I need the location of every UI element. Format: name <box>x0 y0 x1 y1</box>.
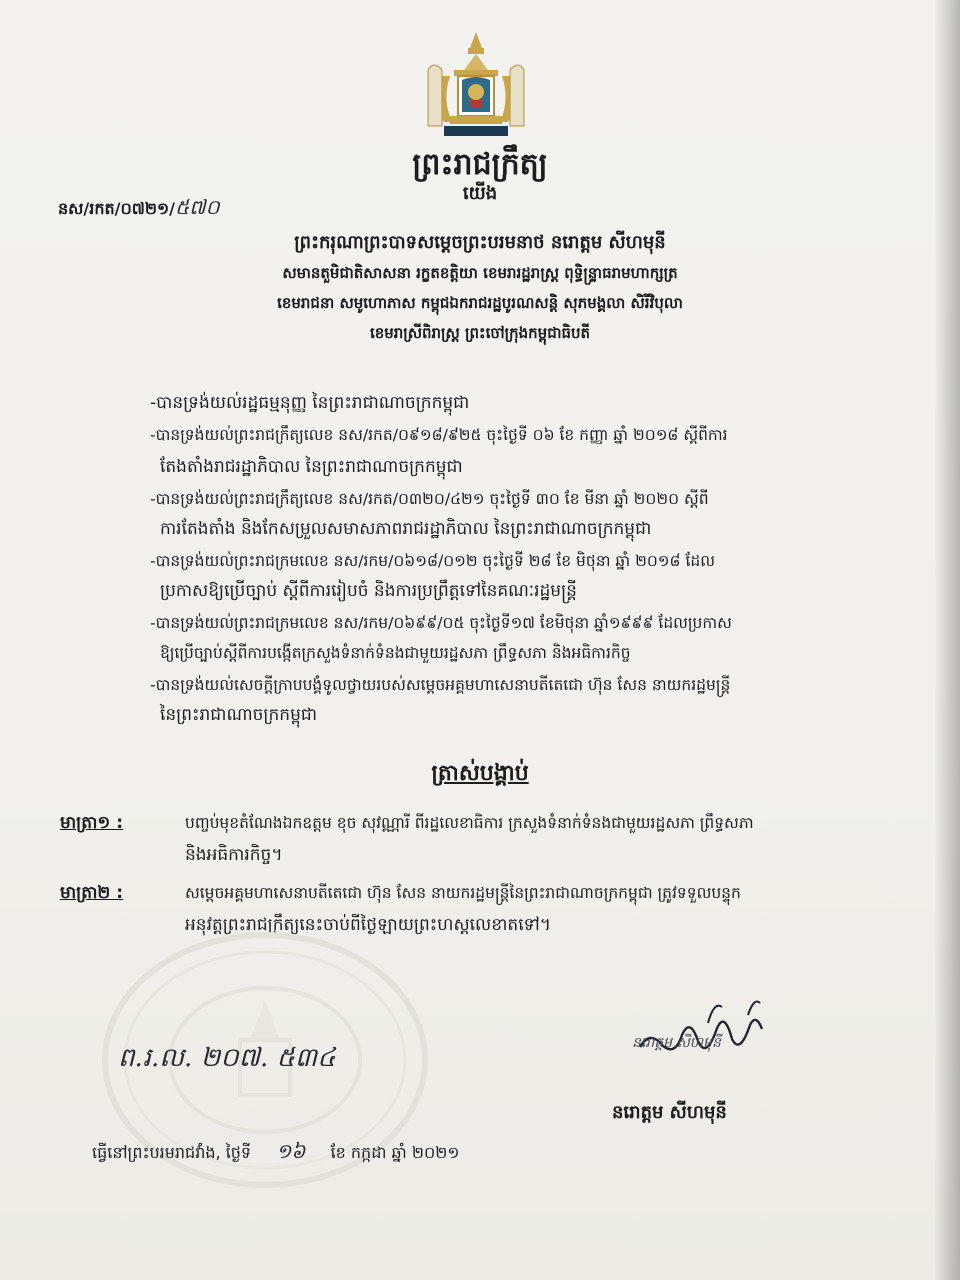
reference-number-handwritten: ៥៧០ <box>174 195 220 219</box>
decree-heading: ត្រាស់បង្គាប់ <box>431 761 529 786</box>
article-text-line: និងអធិការកិច្ច។ <box>185 845 283 865</box>
place-date <box>92 1140 460 1164</box>
registry-note: ព.រ.ល. ២០៧. ៥៣៤ <box>118 1043 336 1073</box>
signature-flourish <box>620 995 790 1065</box>
place-date-day: ១៦ <box>276 1139 306 1163</box>
preamble-line: -បានទ្រង់យល់ព្រះរាជក្រមលេខ នស/រកម/០៦៩៩/០៥ ចុះថ្ងៃទី១៧ ខែមិថុនា ឆ្នាំ១៩៩៩ ដែលប្រកាស <box>150 614 732 632</box>
royal-title-line: ខេមរាជនា សមូហោភាស កម្ពុជឯករាជរដ្ឋបូរណសន្តិ សុភមង្គលា សិរីវិបុលា <box>277 294 683 312</box>
reference-number-printed: នស/រកត/០៧២១/ <box>58 199 175 218</box>
royal-title-line: សមានតួមិជាតិសាសនា រក្ខតខត្តិយា ខេមរារដ្ឋរាស្ត្រ ពុទ្ធិន្ទ្រាធរាមហាក្សត្រ <box>282 264 678 282</box>
signature-handwritten: នរោត្តម សីហមុនី <box>632 1035 721 1051</box>
preamble-line: តែងតាំងរាជរដ្ឋាភិបាល នៃព្រះរាជាណាចក្រកម្ពុជា <box>160 457 463 477</box>
preamble-line: -បានទ្រង់យល់រដ្ឋធម្មនុញ្ញ នៃព្រះរាជាណាចក្រកម្ពុជា <box>150 393 470 413</box>
place-date-prefix: ធ្វើនៅព្រះបរមរាជវាំង, ថ្ងៃទី <box>92 1143 252 1162</box>
preamble-line: -បានទ្រង់យល់សេចក្តីក្រាបបង្គំទូលថ្វាយរបស់សម្តេចអគ្គមហាសេនាបតីតេជោ ហ៊ុន សែន នាយករដ្ឋមន្ត្រី <box>150 676 731 694</box>
preamble-line: -បានទ្រង់យល់ព្រះរាជក្រឹត្យលេខ នស/រកត/០៣២០/៤២១ ចុះថ្ងៃទី ៣០ ខែ មីនា ឆ្នាំ ២០២០ ស្តីពី <box>150 490 709 508</box>
article-label: មាត្រា២ : <box>60 883 124 903</box>
preamble-line: ការតែងតាំង និងកែសម្រួលសមាសភាពរាជរដ្ឋាភិបាល នៃព្រះរាជាណាចក្រកម្ពុជា <box>160 519 652 539</box>
preamble-line: ឱ្យប្រើច្បាប់ស្តីពីការបង្កើតក្រសួងទំនាក់ទំនងជាមួយរដ្ឋសភា ព្រឹទ្ធសភា និងអធិការកិច្ច <box>160 644 631 662</box>
article-text-line: សម្តេចអគ្គមហាសេនាបតីតេជោ ហ៊ុន សែន នាយករដ្ឋមន្ត្រីនៃព្រះរាជាណាចក្រកម្ពុជា ត្រូវទទួលបន្ទុក <box>185 884 741 902</box>
document-subtitle: យើង <box>462 183 498 204</box>
document-title: ព្រះរាជក្រឹត្យ <box>412 147 548 182</box>
preamble-line: -បានទ្រង់យល់ព្រះរាជក្រមលេខ នស/រកម/០៦១៨/០១២ ចុះថ្ងៃទី ២៨ ខែ មិថុនា ឆ្នាំ ២០១៨ ដែល <box>150 552 715 570</box>
preamble-line: ប្រកាសឱ្យប្រើច្បាប់ ស្តីពីការរៀបចំ និងការប្រព្រឹត្តទៅនៃគណៈរដ្ឋមន្ត្រី <box>160 581 577 601</box>
royal-title-line: ខេមរាស្រីពិរាស្ត្រ ព្រះចៅក្រុងកម្ពុជាធិបតី <box>369 324 591 342</box>
preamble-line: -បានទ្រង់យល់ព្រះរាជក្រឹត្យលេខ នស/រកត/០៩១៨/៩២៥ ចុះថ្ងៃទី ០៦ ខែ កញ្ញា ឆ្នាំ ២០១៨ ស្តីពីការ <box>150 426 728 444</box>
preamble-line: នៃព្រះរាជាណាចក្រកម្ពុជា <box>160 705 318 725</box>
article-label: មាត្រា១ : <box>60 813 124 833</box>
royal-coat-of-arms-icon <box>420 30 532 140</box>
royal-title-line: ព្រះករុណាព្រះបាទសម្តេចព្រះបរមនាថ នរោត្តម សីហមុនី <box>294 232 666 253</box>
reference-number <box>58 196 220 220</box>
article-text-line: អនុវត្តព្រះរាជក្រឹត្យនេះចាប់ពីថ្ងៃឡាយព្រះហស្តលេខាតទៅ។ <box>185 915 551 935</box>
place-date-suffix: ខែ កក្កដា ឆ្នាំ ២០២១ <box>330 1143 460 1162</box>
article-text-line: បញ្ចប់មុខតំណែងឯកឧត្តម ខុច សុវណ្ណារី ពីរដ្ឋលេខាធិការ ក្រសួងទំនាក់ទំនងជាមួយរដ្ឋសភា ព្រឹទ្ធសភា <box>185 814 754 832</box>
signatory-name: នរោត្តម សីហមុនី <box>612 1102 727 1123</box>
